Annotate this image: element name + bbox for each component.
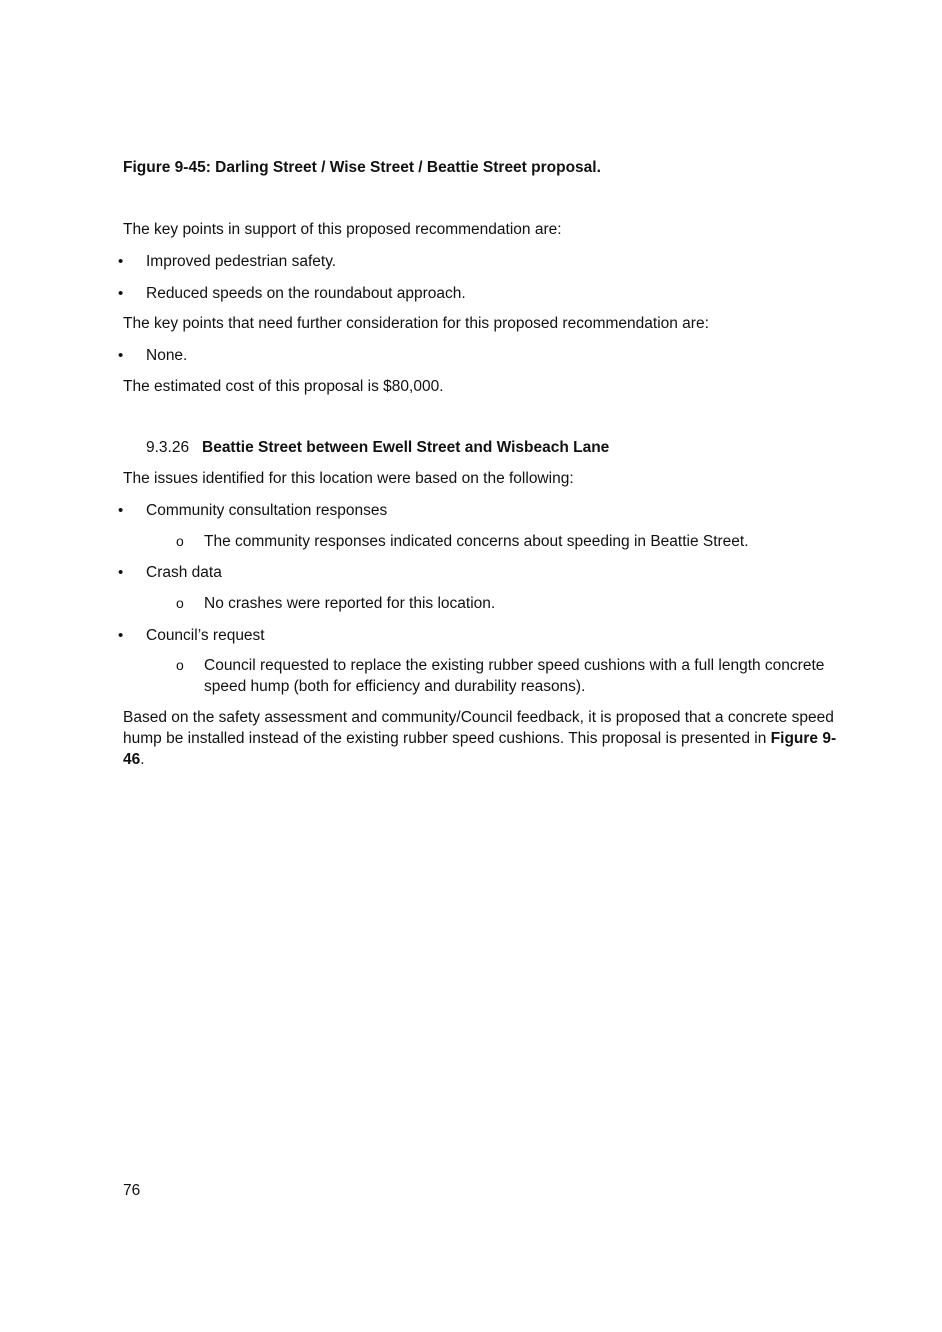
consider-point: None. [146,347,188,364]
cost-text: The estimated cost of this proposal is $80,000. [123,378,444,395]
page-number: 76 [123,1182,141,1199]
figure-reference: Figure 9-46 [123,730,837,768]
issue-label: Crash data [146,564,222,581]
issue-detail: Council requested to replace the existing rubber speed cushions with a full length concrete speed hump (both for efficiency and durability reasons). [204,657,825,695]
bullet-icon: • [118,253,124,270]
bullet-icon: • [118,564,124,581]
section-title: Beattie Street between Ewell Street and Wisbeach Lane [202,439,610,456]
conclusion-text: Based on the safety assessment and community/Council feedback, it is proposed that a concrete speed hump be installed instead of the existing rubber speed cushions. This proposal is presented in [123,709,834,747]
support-intro: The key points in support of this proposed recommendation are: [123,221,562,238]
sub-bullet-icon: o [176,657,184,673]
consider-intro: The key points that need further consideration for this proposed recommendation are: [123,315,709,332]
conclusion-paragraph [123,707,853,770]
issue-detail: No crashes were reported for this location. [204,595,496,612]
section-number: 9.3.26 [146,439,190,456]
bullet-icon: • [118,627,124,644]
support-point: Reduced speeds on the roundabout approach. [146,285,466,302]
support-point: Improved pedestrian safety. [146,253,337,270]
issue-label: Community consultation responses [146,502,388,519]
bullet-icon: • [118,347,124,364]
issue-label: Council’s request [146,627,265,644]
bullet-icon: • [118,502,124,519]
conclusion-end: . [140,751,145,768]
bullet-icon: • [118,285,124,302]
issue-detail: The community responses indicated concerns about speeding in Beattie Street. [204,533,749,550]
sub-bullet-icon: o [176,595,184,611]
sub-bullet-icon: o [176,533,184,549]
figure-caption: Figure 9-45: Darling Street / Wise Street / Beattie Street proposal. [123,159,601,176]
issues-intro: The issues identified for this location were based on the following: [123,470,574,487]
